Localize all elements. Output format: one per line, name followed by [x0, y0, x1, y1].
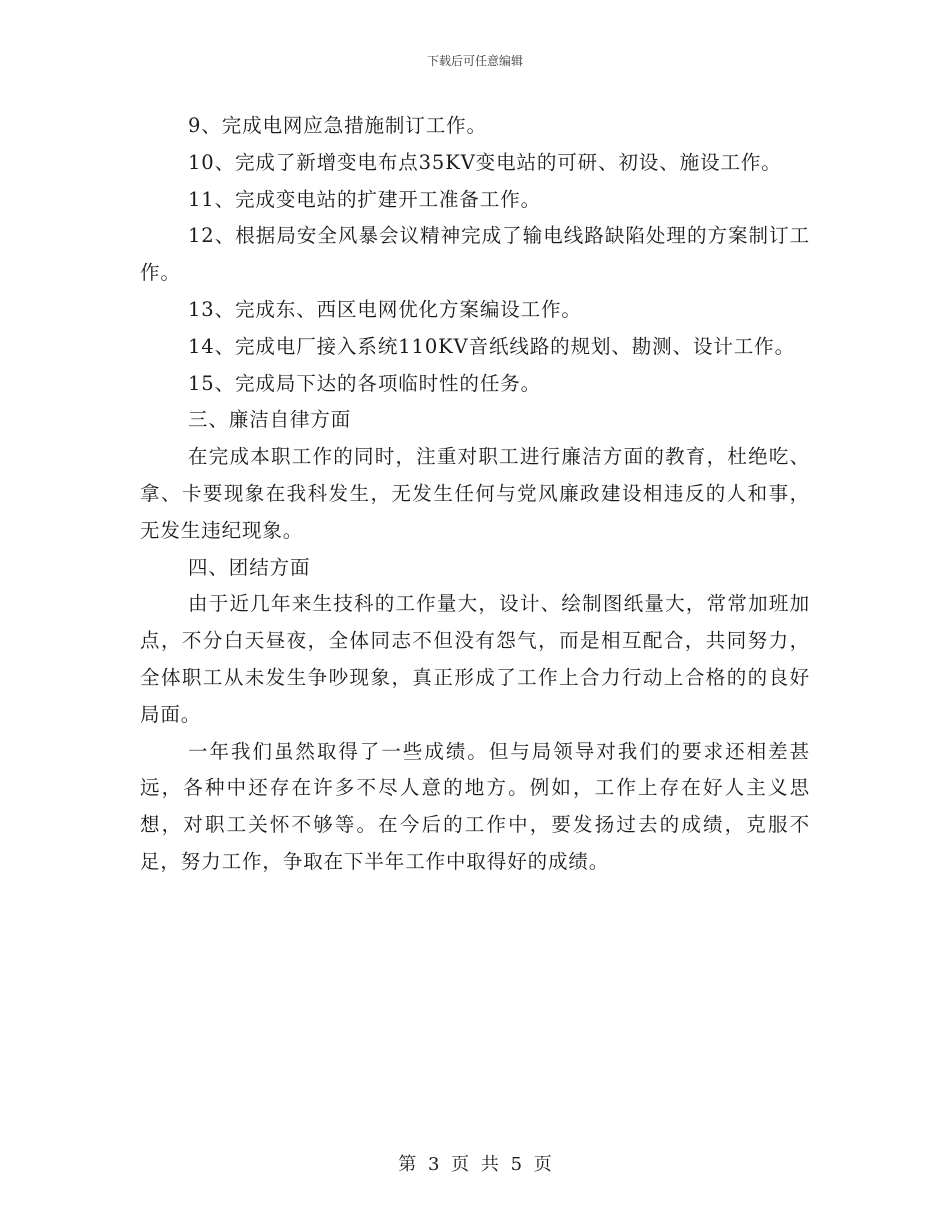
list-item-12: 12、根据局安全风暴会议精神完成了输电线路缺陷处理的方案制订工作。 — [140, 224, 810, 285]
document-body — [140, 108, 810, 881]
section-heading-unity: 四、团结方面 — [188, 555, 311, 579]
list-item-9: 9、完成电网应急措施制订工作。 — [188, 114, 487, 137]
paragraph-integrity: 在完成本职工作的同时，注重对职工进行廉洁方面的教育，杜绝吃、拿、卡要现象在我科发生，无发生任何与党风廉政建设相违反的人和事，无发生违纪现象。 — [140, 445, 810, 542]
page-header: 下载后可任意编辑 — [426, 54, 523, 68]
section-heading-integrity: 三、廉洁自律方面 — [188, 408, 352, 432]
paragraph-unity: 由于近几年来生技科的工作量大，设计、绘制图纸量大，常常加班加点，不分白天昼夜，全体同志不但没有怨气，而是相互配合，共同努力，全体职工从未发生争吵现象，真正形成了工作上合力行动上合格的的良好局面。 — [140, 592, 810, 726]
list-item-14: 14、完成电厂接入系统110KV音纸线路的规划、勘测、设计工作。 — [188, 334, 795, 358]
page-number: 第 3 页 共 5 页 — [398, 1154, 552, 1175]
paragraph-conclusion: 一年我们虽然取得了一些成绩。但与局领导对我们的要求还相差甚远，各种中还存在许多不尽人意的地方。例如，工作上存在好人主义思想，对职工关怀不够等。在今后的工作中，要发扬过去的成绩，克服不足，努力工作，争取在下半年工作中取得好的成绩。 — [140, 739, 810, 873]
list-item-15: 15、完成局下达的各项临时性的任务。 — [188, 371, 542, 395]
list-item-11: 11、完成变电站的扩建开工准备工作。 — [188, 187, 542, 211]
list-item-13: 13、完成东、西区电网优化方案编设工作。 — [188, 297, 582, 321]
list-item-10: 10、完成了新增变电布点35KV变电站的可研、初设、施设工作。 — [188, 150, 782, 174]
